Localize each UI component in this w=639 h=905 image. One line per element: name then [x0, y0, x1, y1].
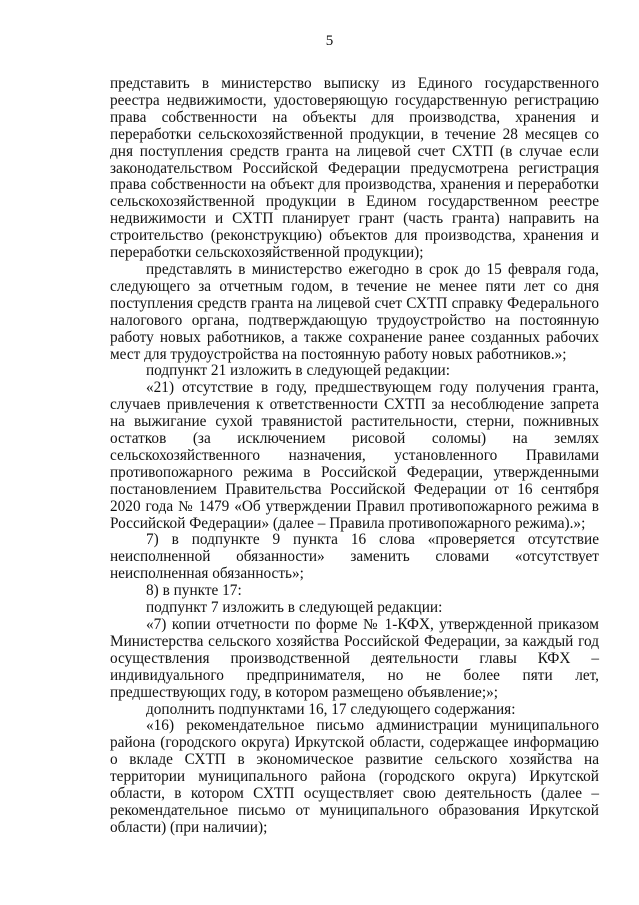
page-number: 5: [325, 33, 334, 49]
paragraph: 7) в подпункте 9 пункта 16 слова «проверяется отсутствие неисполненной обязанности» заменить словами «отсутствует неисполненная обязанность»;: [110, 531, 599, 583]
document-body: [110, 76, 599, 837]
paragraph: представлять в министерство ежегодно в срок до 15 февраля года, следующего за отчетным годом, в течение не менее пяти лет со дня поступления средств гранта на лицевой счет СХТП справку Федерального налогового органа, подтверждающую трудоустройство на постоянную работу новых работников, а также сохранение ранее созданных рабочих мест для трудоустройства на постоянную работу новых работников.»;: [110, 260, 599, 363]
paragraph: подпункт 7 изложить в следующей редакции:: [146, 599, 443, 617]
paragraph: 8) в пункте 17:: [146, 582, 242, 600]
paragraph: подпункт 21 изложить в следующей редакции:: [146, 362, 450, 380]
paragraph: дополнить подпунктами 16, 17 следующего содержания:: [146, 700, 516, 718]
paragraph: «7) копии отчетности по форме № 1-КФХ, утвержденной приказом Министерства сельского хозяйства Российской Федерации, за каждый год осуществления производственной деятельности главы КФХ – индивидуального предпринимателя, но не более пяти лет, предшествующих году, в котором размещено объявление;»;: [110, 616, 599, 701]
paragraph: «16) рекомендательное письмо администрации муниципального района (городского округа) Иркутской области, содержащее информацию о вкладе СХТП в экономическое развитие сельского хозяйства на территории муниципального района (городского округа) Иркутской области, в котором СХТП осуществляет свою деятельность (далее – рекомендательное письмо от муниципального образования Иркутской области) (при наличии);: [110, 717, 599, 836]
paragraph: представить в министерство выписку из Единого государственного реестра недвижимости, удостоверяющую государственную регистрацию права собственности на объекты для производства, хранения и переработки сельскохозяйственной продукции, в течение 28 месяцев со дня поступления средств гранта на лицевой счет СХТП (в случае если законодательством Российской Федерации предусмотрена регистрация права собственности на объект для производства, хранения и переработки сельскохозяйственной продукции в Едином государственном реестре недвижимости и СХТП планирует грант (часть гранта) направить на строительство (реконструкцию) объектов для производства, хранения и переработки сельскохозяйственной продукции);: [110, 75, 599, 262]
paragraph: «21) отсутствие в году, предшествующем году получения гранта, случаев привлечения к ответственности СХТП за несоблюдение запрета на выжигание сухой травянистой растительности, стерни, пожнивных остатков (за исключением рисовой соломы) на землях сельскохозяйственного назначения, установленного Правилами противопожарного режима в Российской Федерации, утвержденными постановлением Правительства Российской Федерации от 16 сентября 2020 года № 1479 «Об утверждении Правил противопожарного режима в Российской Федерации» (далее – Правила противопожарного режима).»;: [110, 379, 599, 532]
